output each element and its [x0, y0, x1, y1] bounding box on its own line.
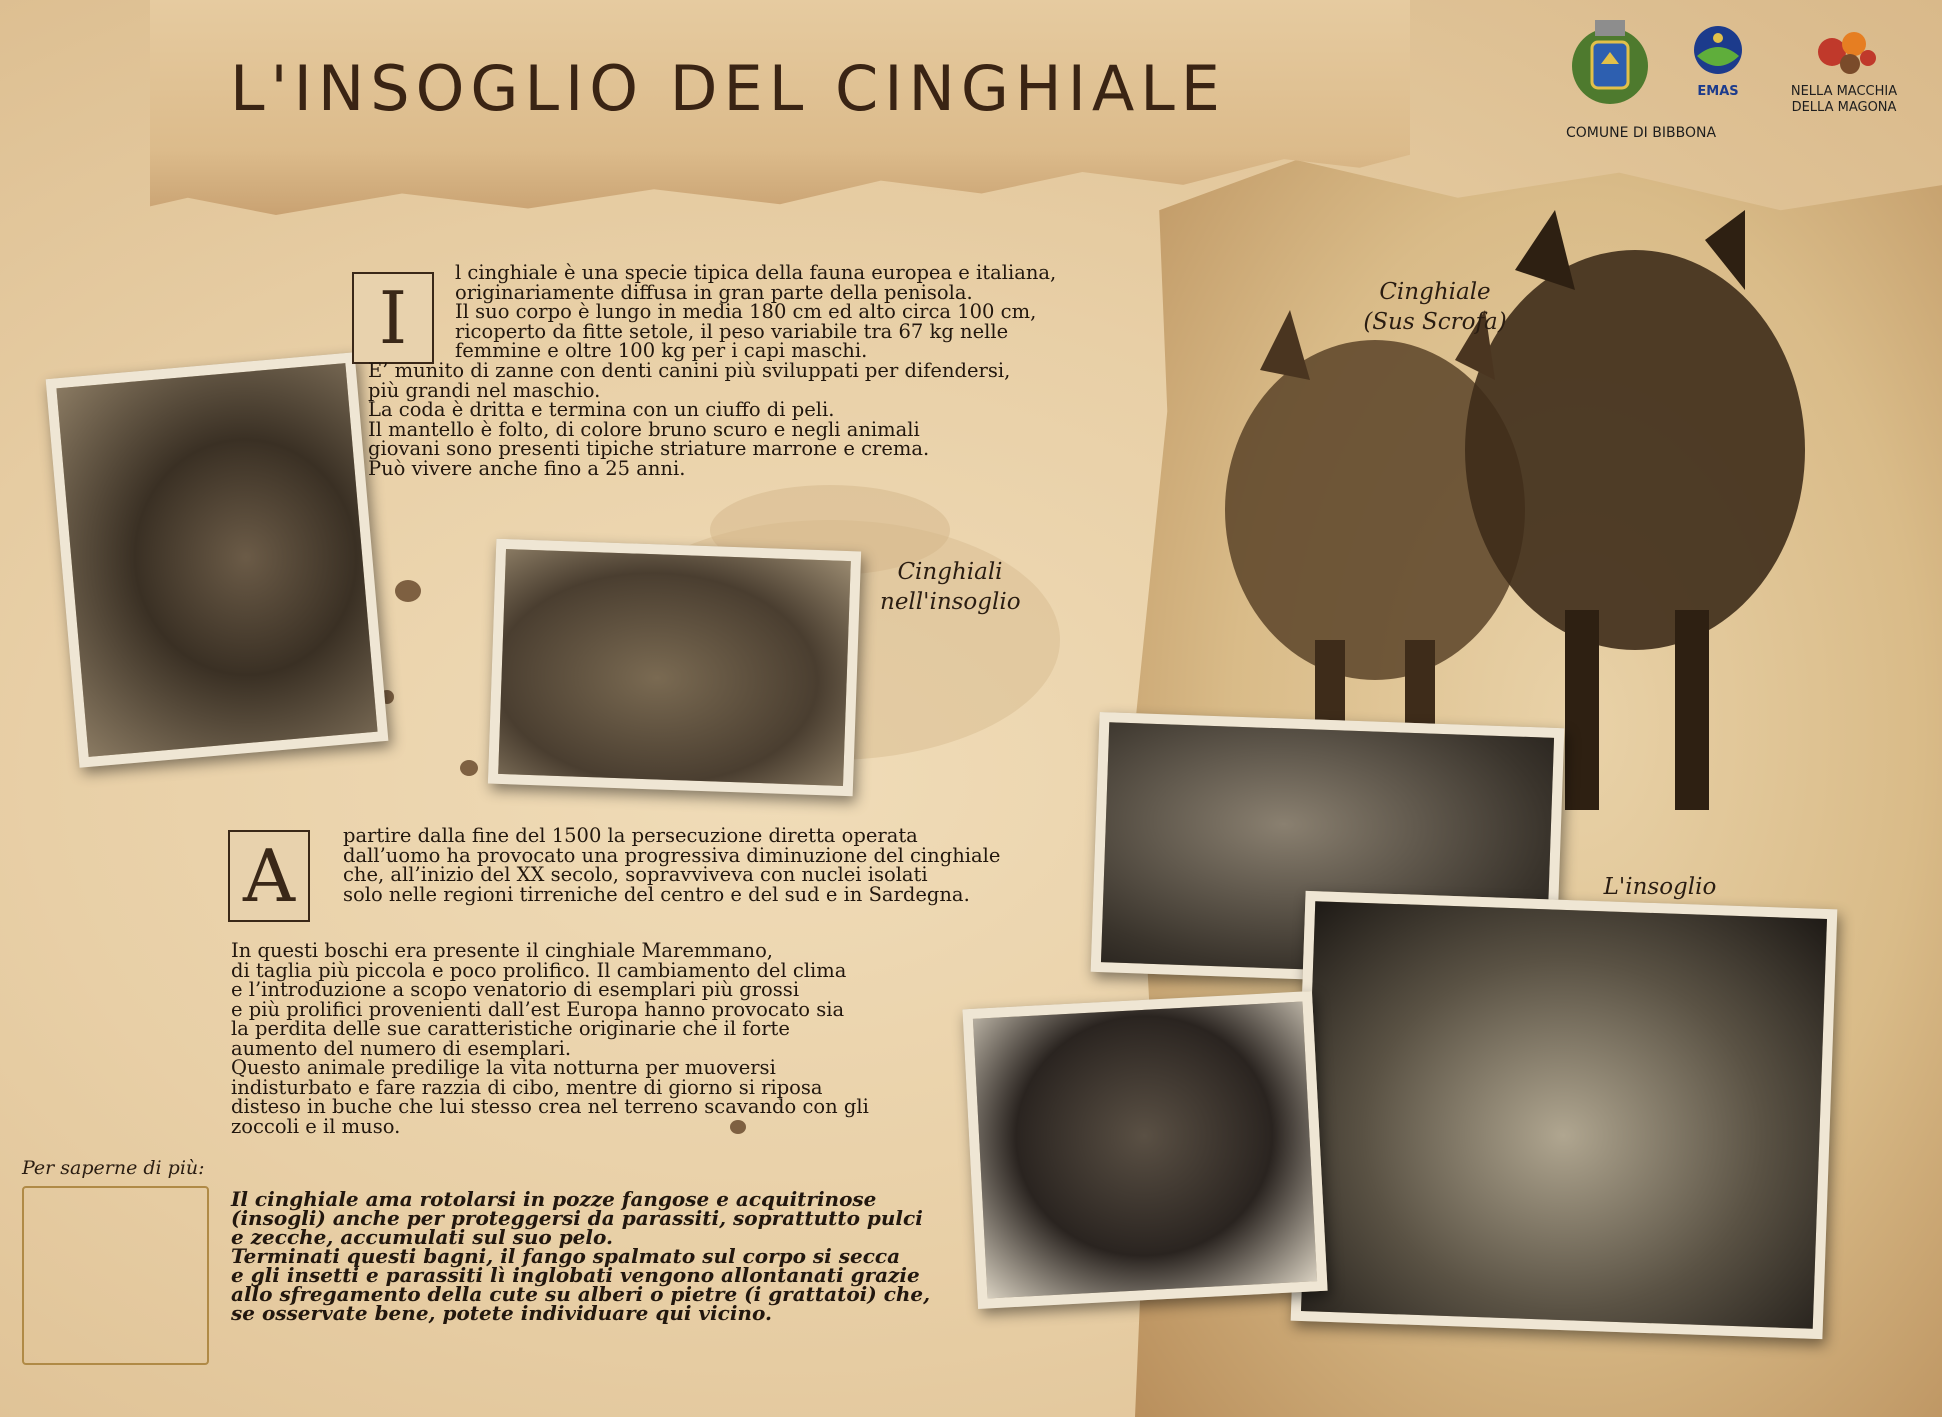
maremmano-line: In questi boschi era presente il cinghiale Maremmano,: [231, 939, 774, 962]
history-line: che, all’inizio del XX secolo, sopravviveva con nuclei isolati: [343, 863, 928, 886]
photo-wallow-large: [1291, 891, 1838, 1339]
intro-paragraph-bottom: [368, 361, 1128, 478]
intro-line: originariamente diffusa in gran parte della penisola.: [455, 280, 973, 304]
intro-line: Il suo corpo è lungo in media 180 cm ed alto circa 100 cm,: [455, 300, 1037, 323]
history-paragraph: [343, 826, 1083, 904]
maremmano-line: di taglia più piccola e poco prolifico. Il cambiamento del clima: [231, 958, 847, 982]
macchia-logo-icon: [1810, 22, 1880, 82]
intro-line: La coda è dritta e termina con un ciuffo di peli.: [368, 398, 835, 421]
intro-line: giovani sono presenti tipiche striature marrone e crema.: [368, 437, 930, 460]
caption-insoglio-line1: Cinghiali: [897, 559, 1003, 585]
insoglio-line: e zecche, accumulati sul suo pelo.: [231, 1225, 613, 1249]
insoglio-line: allo sfregamento della cute su alberi o pietre (i grattatoi) che,: [231, 1282, 931, 1306]
insoglio-paragraph: [231, 1187, 991, 1325]
maremmano-line: e più prolifici provenienti dall’est Europa hanno provocato sia: [231, 997, 845, 1021]
maremmano-line: disteso in buche che lui stesso crea nel terreno scavando con gli: [231, 1095, 869, 1118]
maremmano-line: zoccoli e il muso.: [231, 1114, 401, 1138]
photo-boar-running: [46, 352, 389, 768]
intro-line: l cinghiale è una specie tipica della fauna europea e italiana,: [455, 261, 1057, 284]
intro-line: ricoperto da fitte setole, il peso variabile tra 67 kg nelle: [455, 319, 1009, 343]
insoglio-line: Il cinghiale ama rotolarsi in pozze fangose e acquitrinose: [231, 1187, 877, 1211]
maremmano-line: aumento del numero di esemplari.: [231, 1036, 572, 1060]
emas-label: EMAS: [1697, 84, 1739, 99]
ink-splash: [460, 760, 478, 776]
dropcap-i: I: [352, 272, 434, 364]
comune-crest-icon: [1565, 14, 1655, 109]
photo-young-boars-snow: [962, 991, 1327, 1309]
macchia-label-line1: NELLA MACCHIA: [1790, 84, 1898, 99]
dropcap-a: A: [228, 830, 310, 922]
intro-line: femmine e oltre 100 kg per i capi maschi.: [455, 339, 868, 362]
photo-boars-wallow: [488, 539, 861, 797]
intro-paragraph-top: [455, 263, 1115, 361]
maremmano-line: indisturbato e fare razzia di cibo, mentre di giorno si riposa: [231, 1075, 823, 1099]
maremmano-line: Questo animale predilige la vita notturna per muoversi: [231, 1056, 776, 1079]
history-line: solo nelle regioni tirreniche del centro e del sud e in Sardegna.: [343, 882, 970, 906]
caption-cinghiale-line1: Cinghiale: [1379, 279, 1491, 305]
history-line: partire dalla fine del 1500 la persecuzione diretta operata: [343, 824, 918, 847]
caption-linsoglio: L'insoglio: [1603, 874, 1717, 900]
intro-line: più grandi nel maschio.: [368, 378, 601, 402]
intro-line: Può vivere anche fino a 25 anni.: [368, 456, 686, 480]
maremmano-line: la perdita delle sue caratteristiche originarie che il forte: [231, 1017, 790, 1040]
more-info-label: Per saperne di più:: [22, 1157, 205, 1179]
ink-splash: [395, 580, 421, 602]
insoglio-line: Terminati questi bagni, il fango spalmato sul corpo si secca: [231, 1244, 901, 1268]
caption-cinghiale-line2: (Sus Scrofa): [1363, 309, 1507, 335]
qr-code-placeholder: [22, 1186, 209, 1365]
insoglio-line: se osservate bene, potete individuare qui vicino.: [231, 1301, 772, 1325]
maremmano-paragraph: [231, 941, 971, 1136]
macchia-label-line2: DELLA MAGONA: [1791, 100, 1897, 115]
insoglio-line: (insogli) anche per proteggersi da parassiti, soprattutto pulci: [231, 1206, 923, 1230]
intro-line: E’ munito di zanne con denti canini più sviluppati per difendersi,: [368, 359, 1011, 382]
insoglio-line: e gli insetti e parassiti lì inglobati vengono allontanati grazie: [231, 1263, 920, 1287]
intro-line: Il mantello è folto, di colore bruno scuro e negli animali: [368, 417, 920, 441]
caption-insoglio-line2: nell'insoglio: [880, 589, 1021, 615]
maremmano-line: e l’introduzione a scopo venatorio di esemplari più grossi: [231, 978, 800, 1001]
history-line: dall’uomo ha provocato una progressiva diminuzione del cinghiale: [343, 843, 1001, 867]
comune-label: COMUNE DI BIBBONA: [1566, 125, 1717, 141]
page-title: L'INSOGLIO DEL CINGHIALE: [230, 52, 1226, 125]
